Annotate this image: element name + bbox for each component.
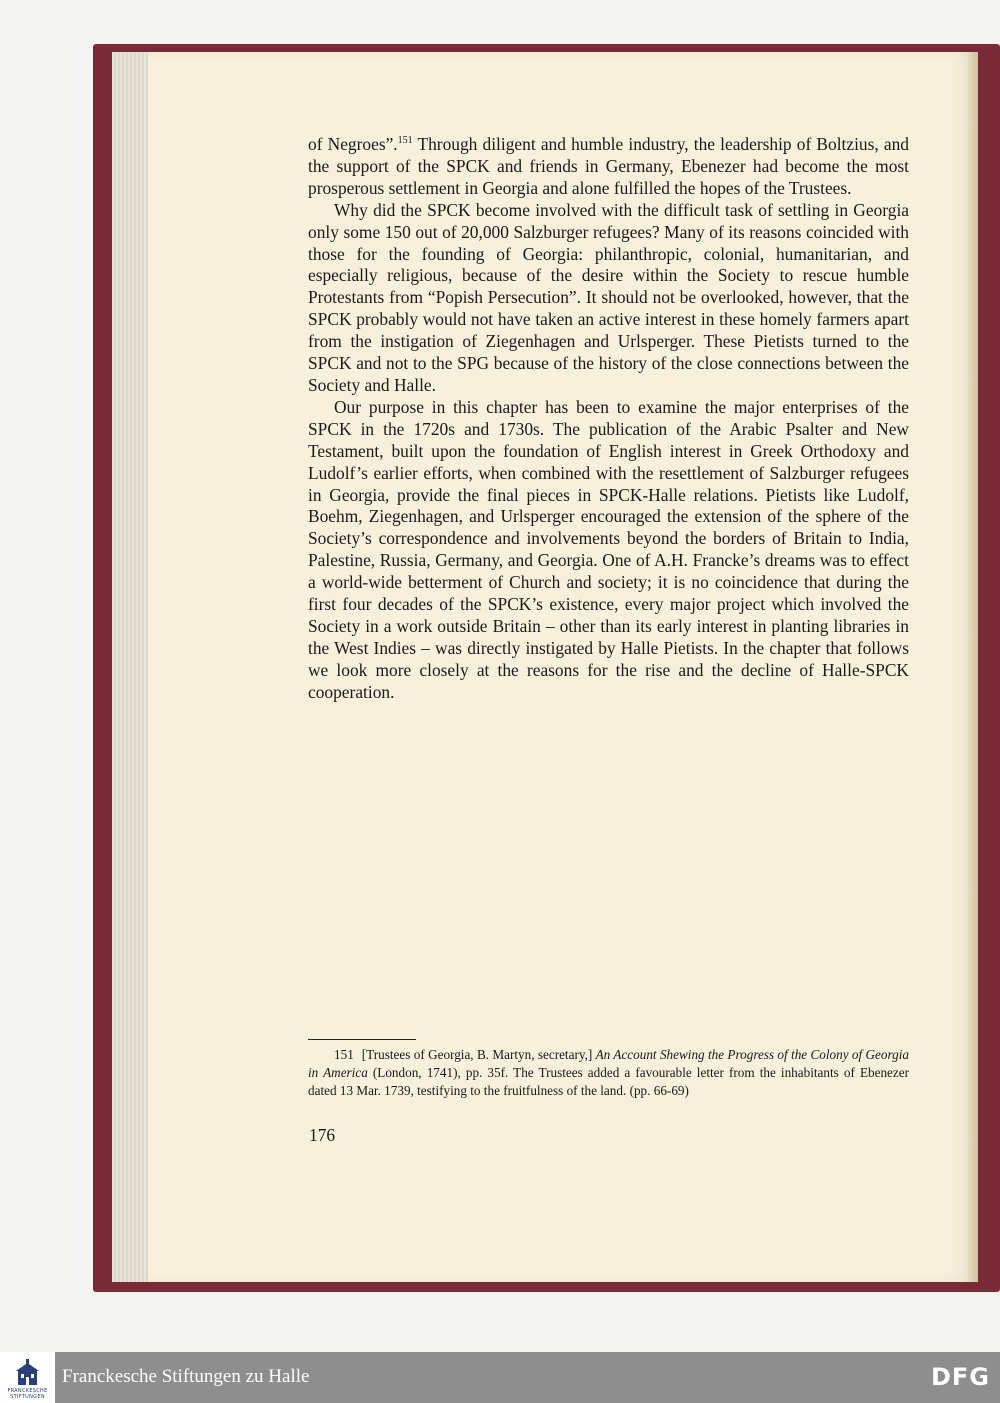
logo-text: FRANCKESCHE STIFTUNGEN: [7, 1388, 48, 1400]
body-text: [308, 134, 909, 704]
footnote-divider: [308, 1039, 416, 1040]
institution-name[interactable]: Franckesche Stiftungen zu Halle: [62, 1366, 310, 1387]
page-number: 176: [309, 1125, 336, 1145]
orphanage-building-icon: [14, 1359, 41, 1387]
dfg-logo[interactable]: DFG: [930, 1363, 990, 1391]
page-edges: [112, 52, 152, 1282]
footnote-title: An Account Shewing the Progress of the Colony of Georgia in America: [308, 1047, 910, 1081]
footnote-reference[interactable]: 151: [397, 135, 413, 146]
paragraph-2: Why did the SPCK become involved with the difficult task of settling in Georgia only some 150 out of 20,000 Salzburger refugees? Many of its reasons coincided with those for the founding of Georgia: philanthropic, colonial, humanitarian, and especially religious, because of the desire within the Society to rescue humble Protestants from “Popish Persecution”. It should not be overlooked, however, that the SPCK probably would not have taken an active interest in these homely farmers apart from the instigation of Ziegenhagen and Urlsperger. These Pietists turned to the SPCK and not to the SPG because of the history of the close connections between the Society and Halle.: [308, 199, 909, 395]
paragraph-1: of Negroes”.$^{151}$ Through diligent and humble industry, the leadership of Boltzius, and the support of the SPCK and friends in Germany, Ebenezer had become the most prosperous settlement in Georgia and alone fulfilled the hopes of the Trustees.: [308, 134, 909, 198]
viewer-footer: [0, 1352, 1000, 1403]
institution-logo[interactable]: [0, 1352, 55, 1403]
footnote: 151 [Trustees of Georgia, B. Martyn, secretary,] An Account Shewing the Progress of the Colony of Georgia in America (London, 1741), pp. 35f. The Trustees added a favourable letter from the inhabitants of Ebenezer dated 13 Mar. 1739, testifying to the fruitfulness of the land. (pp. 66-69): [308, 1047, 910, 1099]
paragraph-3: Our purpose in this chapter has been to examine the major enterprises of the SPCK in the 1720s and 1730s. The publication of the Arabic Psalter and New Testament, built upon the foundation of English interest in Greek Orthodoxy and Ludolf’s earlier efforts, when combined with the resettlement of Salzburger refugees in Georgia, provide the final pieces in SPCK-Halle relations. Pietists like Ludolf, Boehm, Ziegenhagen, and Urlsperger encouraged the extension of the sphere of the Society’s correspondence and involvements beyond the borders of Britain to India, Palestine, Russia, Germany, and Georgia. One of A.H. Francke’s dreams was to effect a world-wide betterment of Church and society; it is no coincidence that during the first four decades of the SPCK’s existence, every major project which involved the Society in a work outside Britain – other than its early interest in planting libraries in the West Indies – was directly instigated by Halle Pietists. In the chapter that follows we look more closely at the reasons for the rise and the decline of Halle-SPCK cooperation.: [308, 396, 909, 702]
footnote-number: 151: [334, 1047, 354, 1062]
page-gutter: [968, 52, 978, 1282]
